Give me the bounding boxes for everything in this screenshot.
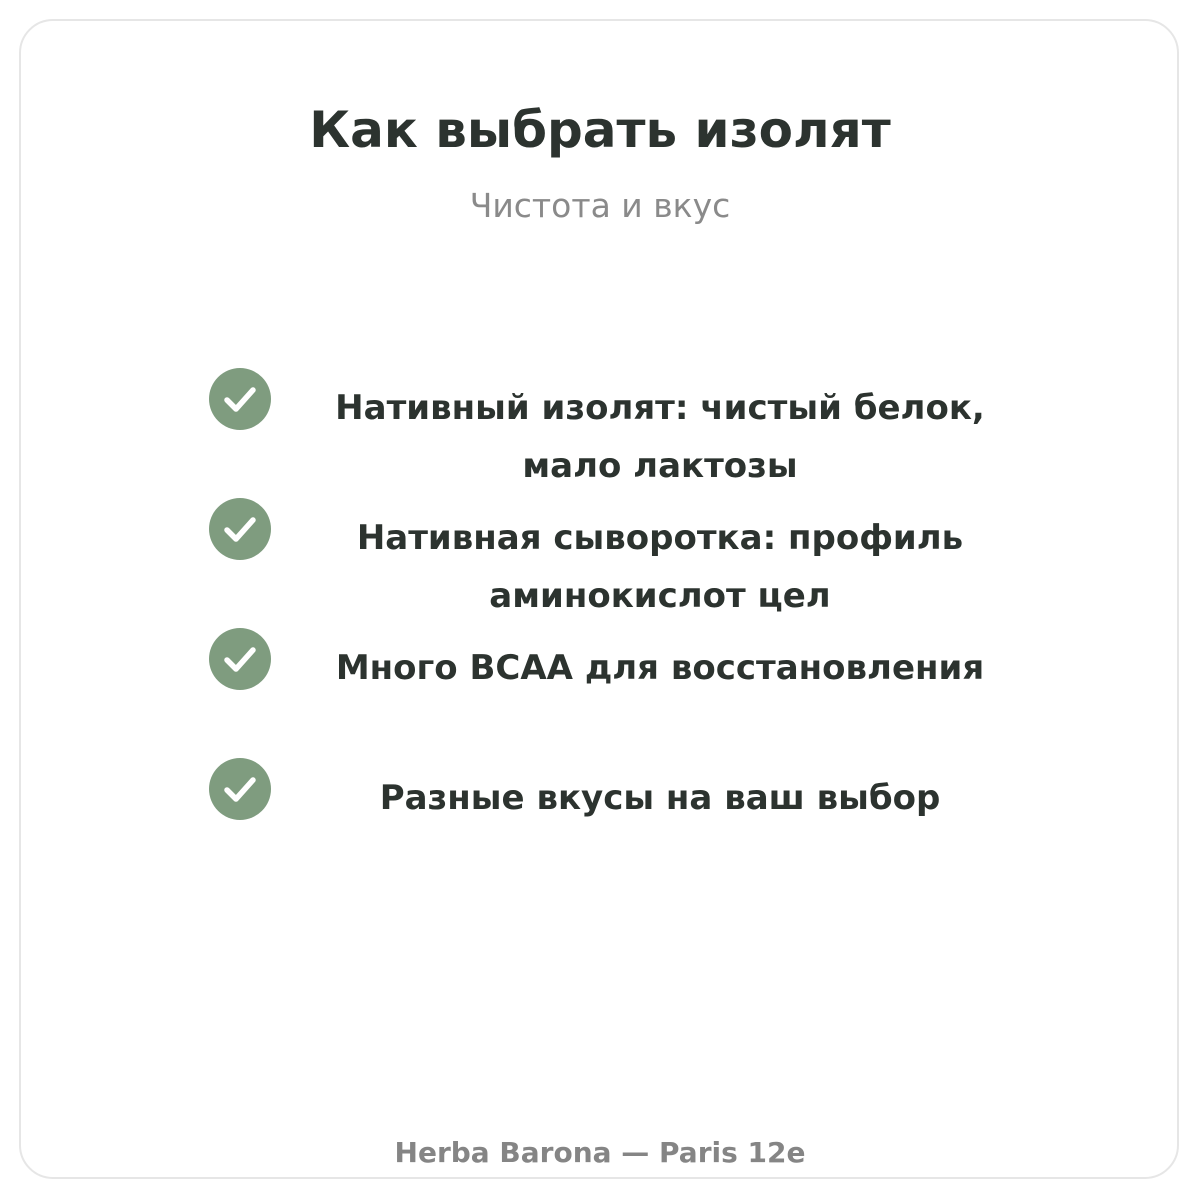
list-item-text: Нативный изолят: чистый белок, мало лактозы <box>335 388 985 486</box>
page-title: Как выбрать изолят <box>309 101 891 159</box>
list-item-text: Много BCAA для восстановления <box>335 648 985 688</box>
list-item-text: Разные вкусы на ваш выбор <box>379 778 941 818</box>
check-circle-icon <box>209 498 271 560</box>
check-circle-icon <box>209 758 271 820</box>
list-item-text: Нативная сыворотка: профиль аминокислот цел <box>356 518 964 616</box>
page-subtitle: Чистота и вкус <box>469 186 731 225</box>
footer-text: Herba Barona — Paris 12e <box>394 1136 806 1169</box>
check-circle-icon <box>209 368 271 430</box>
check-circle-icon <box>209 628 271 690</box>
